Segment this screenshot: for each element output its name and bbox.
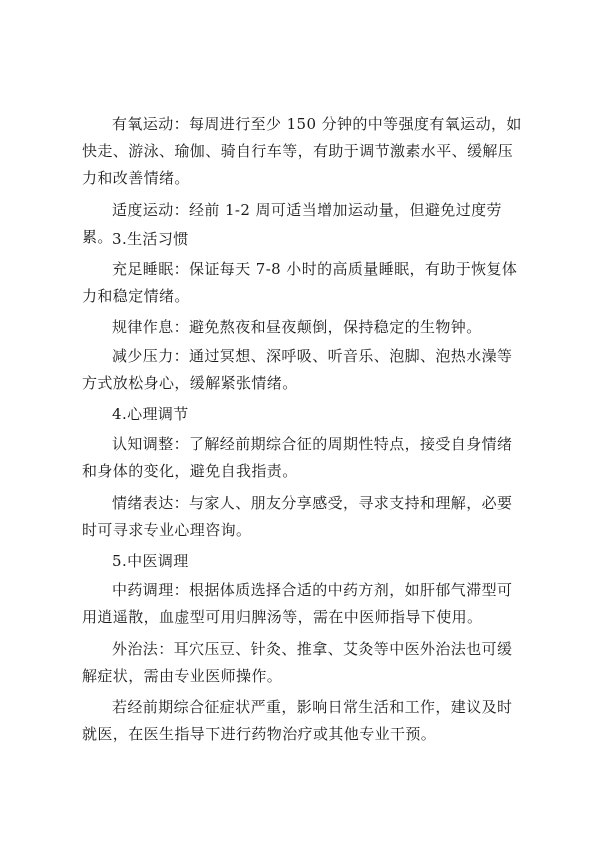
- text-line: 规律作息：避免熬夜和昼夜颠倒，保持稳定的生物钟。: [112, 318, 482, 336]
- herbal-paragraph: [82, 577, 526, 631]
- text-line: 就医，在医生指导下进行药物治疗或其他专业干预。: [82, 725, 437, 743]
- text-line: 用逍遥散，血虚型可用归脾汤等，需在中医师指导下使用。: [82, 608, 483, 626]
- text-line: 外治法：耳穴压豆、针灸、推拿、艾灸等中医外治法也可缓: [112, 640, 513, 658]
- external-treatment-paragraph: [82, 636, 526, 690]
- text-line: 力和改善情绪。: [82, 169, 190, 187]
- sleep-paragraph: [82, 256, 526, 310]
- text-line: 时可寻求专业心理咨询。: [82, 521, 252, 539]
- text-line: 和身体的变化，避免自我指责。: [82, 462, 298, 480]
- text-line: 适度运动：经前 1-2 周可适当增加运动量，但避免过度劳累。: [82, 201, 502, 246]
- section-heading-4: 4.心理调节: [112, 405, 189, 423]
- stress-paragraph: [82, 343, 526, 397]
- text-line: 中药调理：根据体质选择合适的中药方剂，如肝郁气滞型可: [112, 581, 513, 599]
- text-line: 情绪表达：与家人、朋友分享感受，寻求支持和理解，必要: [112, 494, 513, 512]
- section-heading-3: 3.生活习惯: [112, 230, 189, 248]
- text-line: 充足睡眠：保证每天 7-8 小时的高质量睡眠，有助于恢复体: [112, 260, 518, 278]
- aerobic-exercise-paragraph: [82, 111, 526, 192]
- text-line: 减少压力：通过冥想、深呼吸、听音乐、泡脚、泡热水澡等: [112, 347, 513, 365]
- text-line: 方式放松身心，缓解紧张情绪。: [82, 374, 298, 392]
- text-line: 认知调整：了解经前期综合征的周期性特点，接受自身情绪: [112, 435, 513, 453]
- text-line: 有氧运动：每周进行至少 150 分钟的中等强度有氧运动，如: [112, 115, 522, 133]
- text-line: 若经前期综合征症状严重，影响日常生活和工作，建议及时: [112, 698, 513, 716]
- medical-advice-paragraph: [82, 694, 526, 748]
- cognitive-paragraph: [82, 431, 526, 485]
- text-line: 快走、游泳、瑜伽、骑自行车等，有助于调节激素水平、缓解压: [82, 142, 514, 160]
- text-line: 解症状，需由专业医师操作。: [82, 667, 283, 685]
- section-heading-5: 5.中医调理: [112, 552, 189, 570]
- text-line: 力和稳定情绪。: [82, 287, 190, 305]
- emotion-paragraph: [82, 490, 526, 544]
- routine-paragraph: [82, 314, 526, 341]
